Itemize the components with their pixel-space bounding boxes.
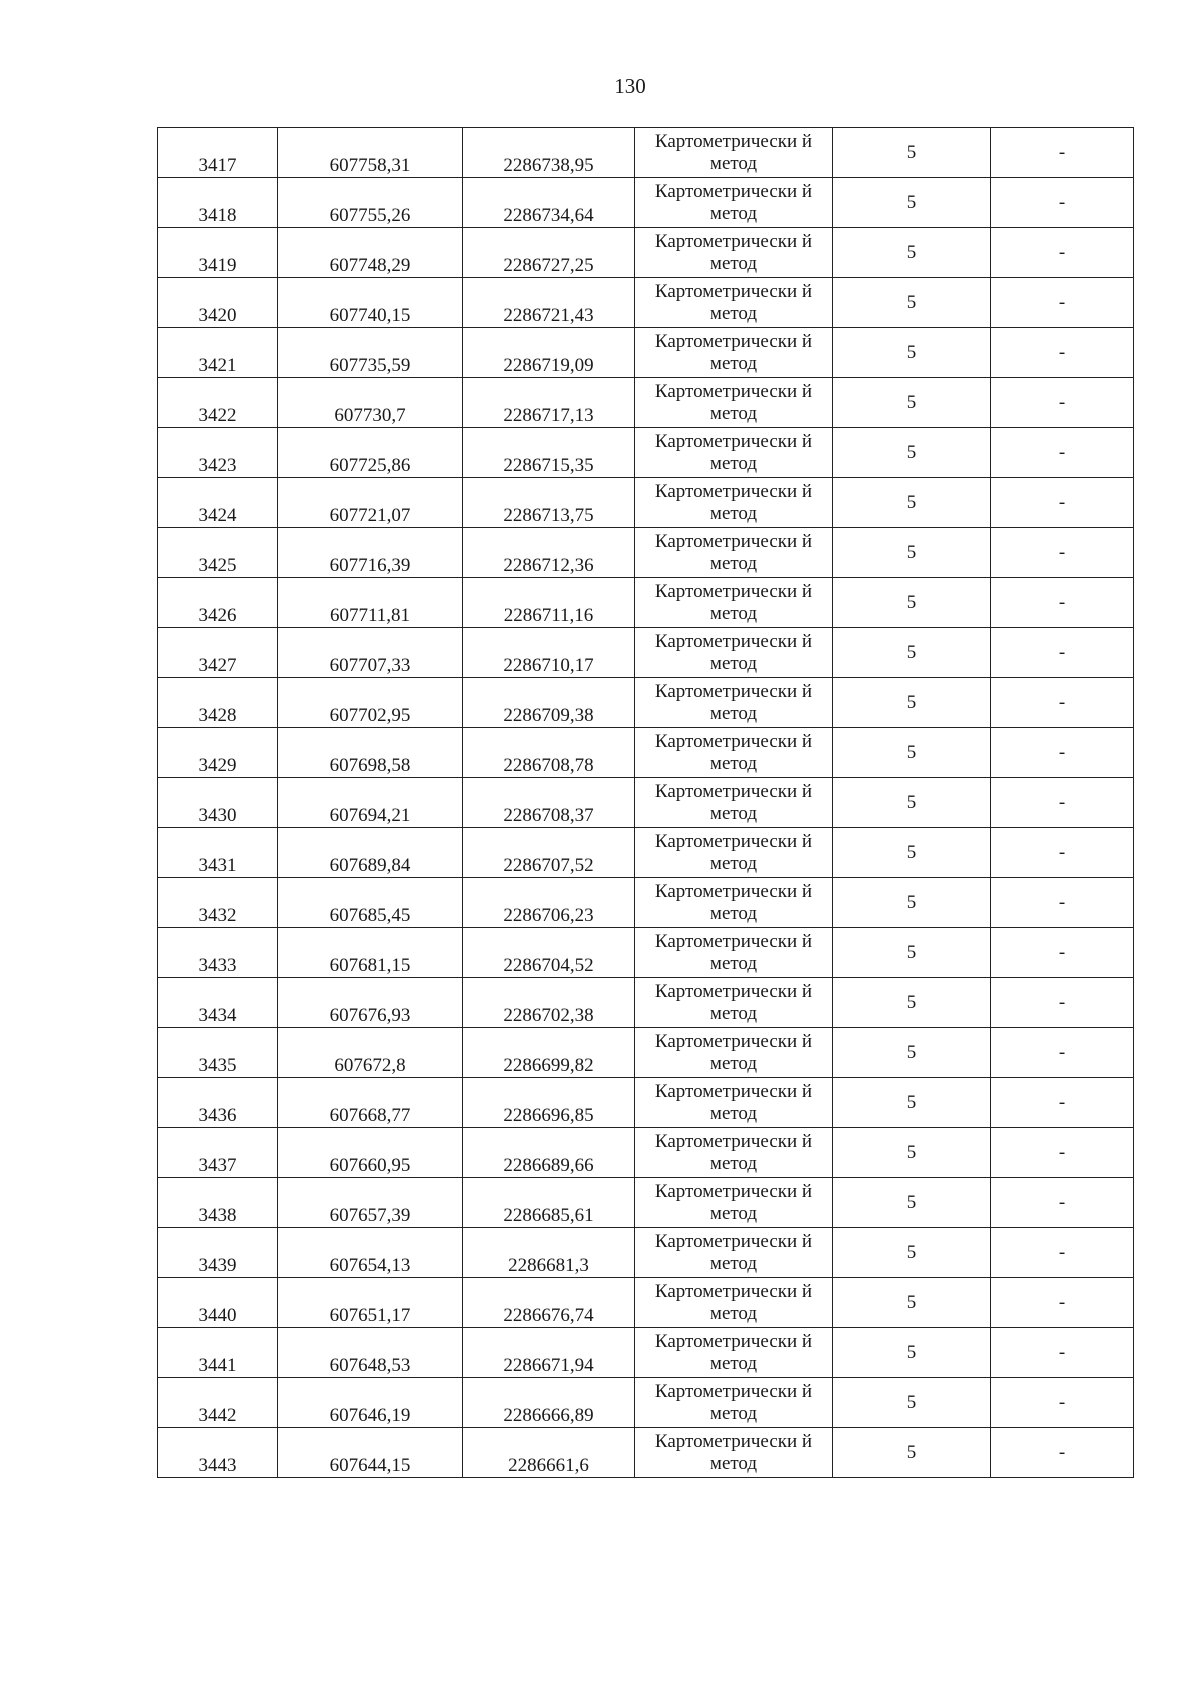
method-cell: Картометрически й метод — [635, 1228, 833, 1278]
table-row — [158, 678, 1134, 728]
point-number-cell: 3423 — [158, 428, 278, 478]
method-cell: Картометрически й метод — [635, 478, 833, 528]
accuracy-cell: 5 — [833, 928, 991, 978]
note-cell: - — [991, 828, 1134, 878]
y-coordinate-cell: 2286661,6 — [463, 1428, 635, 1478]
accuracy-cell: 5 — [833, 328, 991, 378]
point-number-cell: 3421 — [158, 328, 278, 378]
accuracy-cell: 5 — [833, 428, 991, 478]
table-row — [158, 1328, 1134, 1378]
x-coordinate-cell: 607716,39 — [278, 528, 463, 578]
y-coordinate-cell: 2286708,78 — [463, 728, 635, 778]
note-cell: - — [991, 428, 1134, 478]
x-coordinate-cell: 607651,17 — [278, 1278, 463, 1328]
point-number-cell: 3431 — [158, 828, 278, 878]
point-number-cell: 3443 — [158, 1428, 278, 1478]
y-coordinate-cell: 2286713,75 — [463, 478, 635, 528]
table-row — [158, 528, 1134, 578]
accuracy-cell: 5 — [833, 528, 991, 578]
method-cell: Картометрически й метод — [635, 378, 833, 428]
note-cell: - — [991, 678, 1134, 728]
accuracy-cell: 5 — [833, 678, 991, 728]
note-cell: - — [991, 1428, 1134, 1478]
note-cell: - — [991, 528, 1134, 578]
table-row — [158, 1378, 1134, 1428]
y-coordinate-cell: 2286666,89 — [463, 1378, 635, 1428]
method-cell: Картометрически й метод — [635, 428, 833, 478]
method-cell: Картометрически й метод — [635, 1428, 833, 1478]
table-row — [158, 878, 1134, 928]
x-coordinate-cell: 607702,95 — [278, 678, 463, 728]
x-coordinate-cell: 607648,53 — [278, 1328, 463, 1378]
table-row — [158, 228, 1134, 278]
table-row — [158, 978, 1134, 1028]
y-coordinate-cell: 2286719,09 — [463, 328, 635, 378]
x-coordinate-cell: 607707,33 — [278, 628, 463, 678]
accuracy-cell: 5 — [833, 1278, 991, 1328]
accuracy-cell: 5 — [833, 728, 991, 778]
accuracy-cell: 5 — [833, 1178, 991, 1228]
accuracy-cell: 5 — [833, 1328, 991, 1378]
note-cell: - — [991, 878, 1134, 928]
method-cell: Картометрически й метод — [635, 828, 833, 878]
table-row — [158, 628, 1134, 678]
method-cell: Картометрически й метод — [635, 128, 833, 178]
x-coordinate-cell: 607755,26 — [278, 178, 463, 228]
accuracy-cell: 5 — [833, 1228, 991, 1278]
x-coordinate-cell: 607685,45 — [278, 878, 463, 928]
y-coordinate-cell: 2286708,37 — [463, 778, 635, 828]
point-number-cell: 3439 — [158, 1228, 278, 1278]
table-row — [158, 428, 1134, 478]
note-cell: - — [991, 378, 1134, 428]
point-number-cell: 3419 — [158, 228, 278, 278]
note-cell: - — [991, 978, 1134, 1028]
x-coordinate-cell: 607730,7 — [278, 378, 463, 428]
table-row — [158, 1078, 1134, 1128]
table-row — [158, 328, 1134, 378]
method-cell: Картометрически й метод — [635, 778, 833, 828]
table-row — [158, 278, 1134, 328]
point-number-cell: 3437 — [158, 1128, 278, 1178]
accuracy-cell: 5 — [833, 628, 991, 678]
accuracy-cell: 5 — [833, 1078, 991, 1128]
y-coordinate-cell: 2286671,94 — [463, 1328, 635, 1378]
note-cell: - — [991, 178, 1134, 228]
x-coordinate-cell: 607725,86 — [278, 428, 463, 478]
table-row — [158, 1278, 1134, 1328]
note-cell: - — [991, 278, 1134, 328]
point-number-cell: 3424 — [158, 478, 278, 528]
table-row — [158, 578, 1134, 628]
point-number-cell: 3428 — [158, 678, 278, 728]
x-coordinate-cell: 607735,59 — [278, 328, 463, 378]
note-cell: - — [991, 628, 1134, 678]
method-cell: Картометрически й метод — [635, 1378, 833, 1428]
x-coordinate-cell: 607676,93 — [278, 978, 463, 1028]
accuracy-cell: 5 — [833, 378, 991, 428]
note-cell: - — [991, 128, 1134, 178]
y-coordinate-cell: 2286727,25 — [463, 228, 635, 278]
point-number-cell: 3430 — [158, 778, 278, 828]
note-cell: - — [991, 1278, 1134, 1328]
y-coordinate-cell: 2286738,95 — [463, 128, 635, 178]
method-cell: Картометрически й метод — [635, 528, 833, 578]
point-number-cell: 3427 — [158, 628, 278, 678]
method-cell: Картометрически й метод — [635, 278, 833, 328]
x-coordinate-cell: 607740,15 — [278, 278, 463, 328]
method-cell: Картометрически й метод — [635, 978, 833, 1028]
y-coordinate-cell: 2286681,3 — [463, 1228, 635, 1278]
note-cell: - — [991, 778, 1134, 828]
y-coordinate-cell: 2286676,74 — [463, 1278, 635, 1328]
note-cell: - — [991, 728, 1134, 778]
accuracy-cell: 5 — [833, 228, 991, 278]
accuracy-cell: 5 — [833, 878, 991, 928]
table-row — [158, 828, 1134, 878]
x-coordinate-cell: 607668,77 — [278, 1078, 463, 1128]
point-number-cell: 3441 — [158, 1328, 278, 1378]
point-number-cell: 3417 — [158, 128, 278, 178]
point-number-cell: 3429 — [158, 728, 278, 778]
accuracy-cell: 5 — [833, 1028, 991, 1078]
note-cell: - — [991, 328, 1134, 378]
y-coordinate-cell: 2286710,17 — [463, 628, 635, 678]
y-coordinate-cell: 2286689,66 — [463, 1128, 635, 1178]
method-cell: Картометрически й метод — [635, 578, 833, 628]
method-cell: Картометрически й метод — [635, 1078, 833, 1128]
point-number-cell: 3434 — [158, 978, 278, 1028]
method-cell: Картометрически й метод — [635, 1328, 833, 1378]
accuracy-cell: 5 — [833, 778, 991, 828]
point-number-cell: 3420 — [158, 278, 278, 328]
y-coordinate-cell: 2286709,38 — [463, 678, 635, 728]
x-coordinate-cell: 607654,13 — [278, 1228, 463, 1278]
point-number-cell: 3438 — [158, 1178, 278, 1228]
y-coordinate-cell: 2286721,43 — [463, 278, 635, 328]
table-row — [158, 378, 1134, 428]
table-row — [158, 1128, 1134, 1178]
x-coordinate-cell: 607657,39 — [278, 1178, 463, 1228]
coordinates-table — [157, 127, 1134, 1478]
accuracy-cell: 5 — [833, 578, 991, 628]
accuracy-cell: 5 — [833, 128, 991, 178]
accuracy-cell: 5 — [833, 478, 991, 528]
y-coordinate-cell: 2286696,85 — [463, 1078, 635, 1128]
x-coordinate-cell: 607758,31 — [278, 128, 463, 178]
method-cell: Картометрически й метод — [635, 1128, 833, 1178]
method-cell: Картометрически й метод — [635, 878, 833, 928]
table-row — [158, 728, 1134, 778]
y-coordinate-cell: 2286702,38 — [463, 978, 635, 1028]
note-cell: - — [991, 1128, 1134, 1178]
table-row — [158, 778, 1134, 828]
point-number-cell: 3426 — [158, 578, 278, 628]
table-row — [158, 1178, 1134, 1228]
point-number-cell: 3425 — [158, 528, 278, 578]
point-number-cell: 3418 — [158, 178, 278, 228]
accuracy-cell: 5 — [833, 978, 991, 1028]
x-coordinate-cell: 607646,19 — [278, 1378, 463, 1428]
method-cell: Картометрически й метод — [635, 628, 833, 678]
x-coordinate-cell: 607689,84 — [278, 828, 463, 878]
method-cell: Картометрически й метод — [635, 228, 833, 278]
y-coordinate-cell: 2286717,13 — [463, 378, 635, 428]
y-coordinate-cell: 2286706,23 — [463, 878, 635, 928]
x-coordinate-cell: 607748,29 — [278, 228, 463, 278]
y-coordinate-cell: 2286699,82 — [463, 1028, 635, 1078]
y-coordinate-cell: 2286707,52 — [463, 828, 635, 878]
table-row — [158, 928, 1134, 978]
table-row — [158, 128, 1134, 178]
method-cell: Картометрически й метод — [635, 928, 833, 978]
table-row — [158, 1228, 1134, 1278]
accuracy-cell: 5 — [833, 178, 991, 228]
accuracy-cell: 5 — [833, 1128, 991, 1178]
method-cell: Картометрически й метод — [635, 1278, 833, 1328]
note-cell: - — [991, 1178, 1134, 1228]
note-cell: - — [991, 928, 1134, 978]
method-cell: Картометрически й метод — [635, 678, 833, 728]
x-coordinate-cell: 607660,95 — [278, 1128, 463, 1178]
y-coordinate-cell: 2286715,35 — [463, 428, 635, 478]
y-coordinate-cell: 2286734,64 — [463, 178, 635, 228]
x-coordinate-cell: 607698,58 — [278, 728, 463, 778]
table-row — [158, 478, 1134, 528]
y-coordinate-cell: 2286704,52 — [463, 928, 635, 978]
point-number-cell: 3442 — [158, 1378, 278, 1428]
x-coordinate-cell: 607644,15 — [278, 1428, 463, 1478]
point-number-cell: 3432 — [158, 878, 278, 928]
note-cell: - — [991, 578, 1134, 628]
y-coordinate-cell: 2286685,61 — [463, 1178, 635, 1228]
x-coordinate-cell: 607672,8 — [278, 1028, 463, 1078]
point-number-cell: 3435 — [158, 1028, 278, 1078]
note-cell: - — [991, 1378, 1134, 1428]
point-number-cell: 3422 — [158, 378, 278, 428]
table-row — [158, 178, 1134, 228]
x-coordinate-cell: 607721,07 — [278, 478, 463, 528]
table-row — [158, 1428, 1134, 1478]
note-cell: - — [991, 1028, 1134, 1078]
accuracy-cell: 5 — [833, 1428, 991, 1478]
y-coordinate-cell: 2286711,16 — [463, 578, 635, 628]
accuracy-cell: 5 — [833, 1378, 991, 1428]
note-cell: - — [991, 1328, 1134, 1378]
accuracy-cell: 5 — [833, 828, 991, 878]
page-number: 130 — [614, 74, 646, 98]
y-coordinate-cell: 2286712,36 — [463, 528, 635, 578]
method-cell: Картометрически й метод — [635, 328, 833, 378]
x-coordinate-cell: 607694,21 — [278, 778, 463, 828]
method-cell: Картометрически й метод — [635, 1178, 833, 1228]
note-cell: - — [991, 1228, 1134, 1278]
point-number-cell: 3436 — [158, 1078, 278, 1128]
x-coordinate-cell: 607681,15 — [278, 928, 463, 978]
note-cell: - — [991, 1078, 1134, 1128]
coordinates-table-body — [158, 128, 1134, 1478]
x-coordinate-cell: 607711,81 — [278, 578, 463, 628]
point-number-cell: 3433 — [158, 928, 278, 978]
note-cell: - — [991, 478, 1134, 528]
method-cell: Картометрически й метод — [635, 728, 833, 778]
method-cell: Картометрически й метод — [635, 1028, 833, 1078]
method-cell: Картометрически й метод — [635, 178, 833, 228]
note-cell: - — [991, 228, 1134, 278]
accuracy-cell: 5 — [833, 278, 991, 328]
table-row — [158, 1028, 1134, 1078]
point-number-cell: 3440 — [158, 1278, 278, 1328]
